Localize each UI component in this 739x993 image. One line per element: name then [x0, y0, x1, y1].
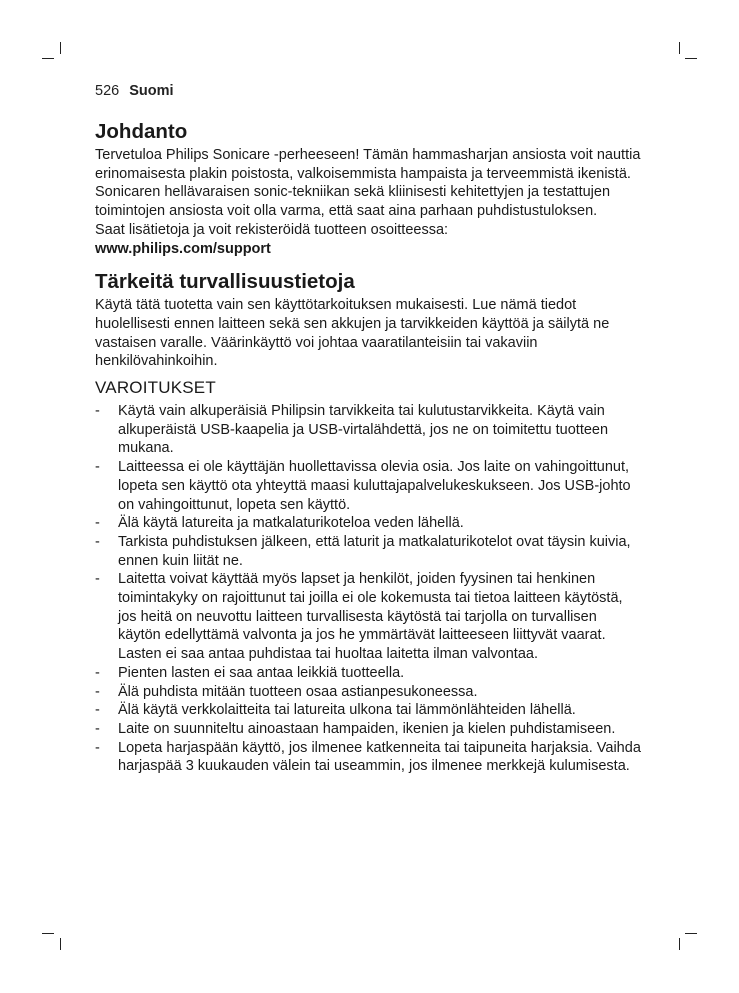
warnings-list	[95, 402, 643, 776]
safety-heading: Tärkeitä turvallisuustietoja	[95, 270, 355, 294]
bullet-dash: -	[95, 459, 100, 476]
page-language: Suomi	[129, 83, 174, 99]
warning-text: Laite on suunniteltu ainoastaan hampaiden, ikenien ja kielen puhdistamiseen.	[118, 720, 616, 737]
warning-text: Tarkista puhdistuksen jälkeen, että laturit ja matkalaturikotelot ovat täysin kuivia, ennen kuin liität ne.	[118, 533, 631, 569]
crop-mark-top-right-h	[685, 58, 697, 59]
register-text: Saat lisätietoja ja voit rekisteröidä tuotteen osoitteessa:	[95, 221, 449, 238]
bullet-dash: -	[95, 533, 100, 550]
page-header	[95, 82, 174, 100]
warning-text: Älä käytä latureita ja matkalaturikoteloa veden lähellä.	[118, 515, 464, 532]
bullet-dash: -	[95, 515, 100, 532]
warning-item	[95, 739, 643, 776]
safety-paragraph: Käytä tätä tuotetta vain sen käyttötarkoituksen mukaisesti. Lue nämä tiedot huolellisesti ennen laitteen sekä sen akkujen ja tarvikkeiden käyttöä ja säilytä ne vastaisen varalle. Väärinkäyttö voi johtaa vaaratilanteisiin tai vakaviin henkilövahinkoihin.	[95, 297, 610, 370]
bullet-dash: -	[95, 683, 100, 700]
crop-mark-top-right-v	[679, 42, 680, 54]
crop-mark-bottom-left-h	[42, 933, 54, 934]
warning-text: Älä puhdista mitään tuotteen osaa astianpesukoneessa.	[118, 683, 478, 700]
bullet-dash: -	[95, 702, 100, 719]
crop-mark-top-left-h	[42, 58, 54, 59]
intro-heading: Johdanto	[95, 120, 188, 143]
warning-item	[95, 514, 643, 533]
warning-item	[95, 683, 643, 702]
warning-text: Laitteessa ei ole käyttäjän huollettavissa olevia osia. Jos laite on vahingoittunut, lopeta sen käyttö ota yhteyttä maasi kuluttajapalvelukeskukseen. Jos USB-johto on vahingoittunut, lopeta sen käyttö.	[118, 459, 631, 513]
intro-paragraph: Tervetuloa Philips Sonicare -perheeseen! Tämän hammasharjan ansiosta voit nauttia erinomaisesta plakin poistosta, valkoisemmista hampaista ja terveemmistä ikenistä. Sonicaren hellävaraisen sonic-tekniikan sekä kliinisesti kehitettyjen ja testattujen toimintojen ansiosta voit olla varma, että saat aina parhaan puhdistustuloksen.	[95, 147, 641, 220]
warning-item	[95, 664, 643, 683]
warning-item	[95, 720, 643, 739]
warning-item	[95, 402, 643, 458]
warning-text: Laitetta voivat käyttää myös lapset ja henkilöt, joiden fyysinen tai henkinen toimintakyky on rajoittunut tai joilla ei ole kokemusta tai tietoa laitteen käytöstä, jos heitä on neuvottu laitteen turvallisesta käytöstä tai tarjolla on turvallisen käytön edellyttämä valvonta ja jos he ymmärtävät laitteeseen liittyvät vaarat. Lasten ei saa antaa puhdistaa tai huoltaa laitetta ilman valvontaa.	[118, 571, 623, 663]
warning-item	[95, 458, 643, 514]
crop-mark-bottom-right-h	[685, 933, 697, 934]
warning-item	[95, 533, 643, 570]
warning-text: Lopeta harjaspään käyttö, jos ilmenee katkenneita tai taipuneita harjaksia. Vaihda harjaspää 3 kuukauden välein tai useammin, jos ilmenee merkkejä kulumisesta.	[118, 739, 641, 775]
crop-mark-bottom-left-v	[60, 938, 61, 950]
crop-mark-top-left-v	[60, 42, 61, 54]
bullet-dash: -	[95, 664, 100, 681]
support-url: www.philips.com/support	[95, 240, 271, 257]
page-number: 526	[95, 83, 120, 99]
warning-text: Älä käytä verkkolaitteita tai latureita ulkona tai lämmönlähteiden lähellä.	[118, 702, 576, 719]
bullet-dash: -	[95, 739, 100, 756]
bullet-dash: -	[95, 571, 100, 588]
warning-item	[95, 701, 643, 720]
page-content	[95, 118, 643, 776]
bullet-dash: -	[95, 403, 100, 420]
warnings-heading: VAROITUKSET	[95, 378, 216, 398]
bullet-dash: -	[95, 720, 100, 737]
warning-text: Pienten lasten ei saa antaa leikkiä tuotteella.	[118, 664, 405, 681]
warning-text: Käytä vain alkuperäisiä Philipsin tarvikkeita tai kulutustarvikkeita. Käytä vain alkuperäistä USB-kaapelia ja USB-virtalähdettä, jos ne on toimitettu tuotteen mukana.	[118, 403, 609, 457]
warning-item	[95, 570, 643, 664]
crop-mark-bottom-right-v	[679, 938, 680, 950]
